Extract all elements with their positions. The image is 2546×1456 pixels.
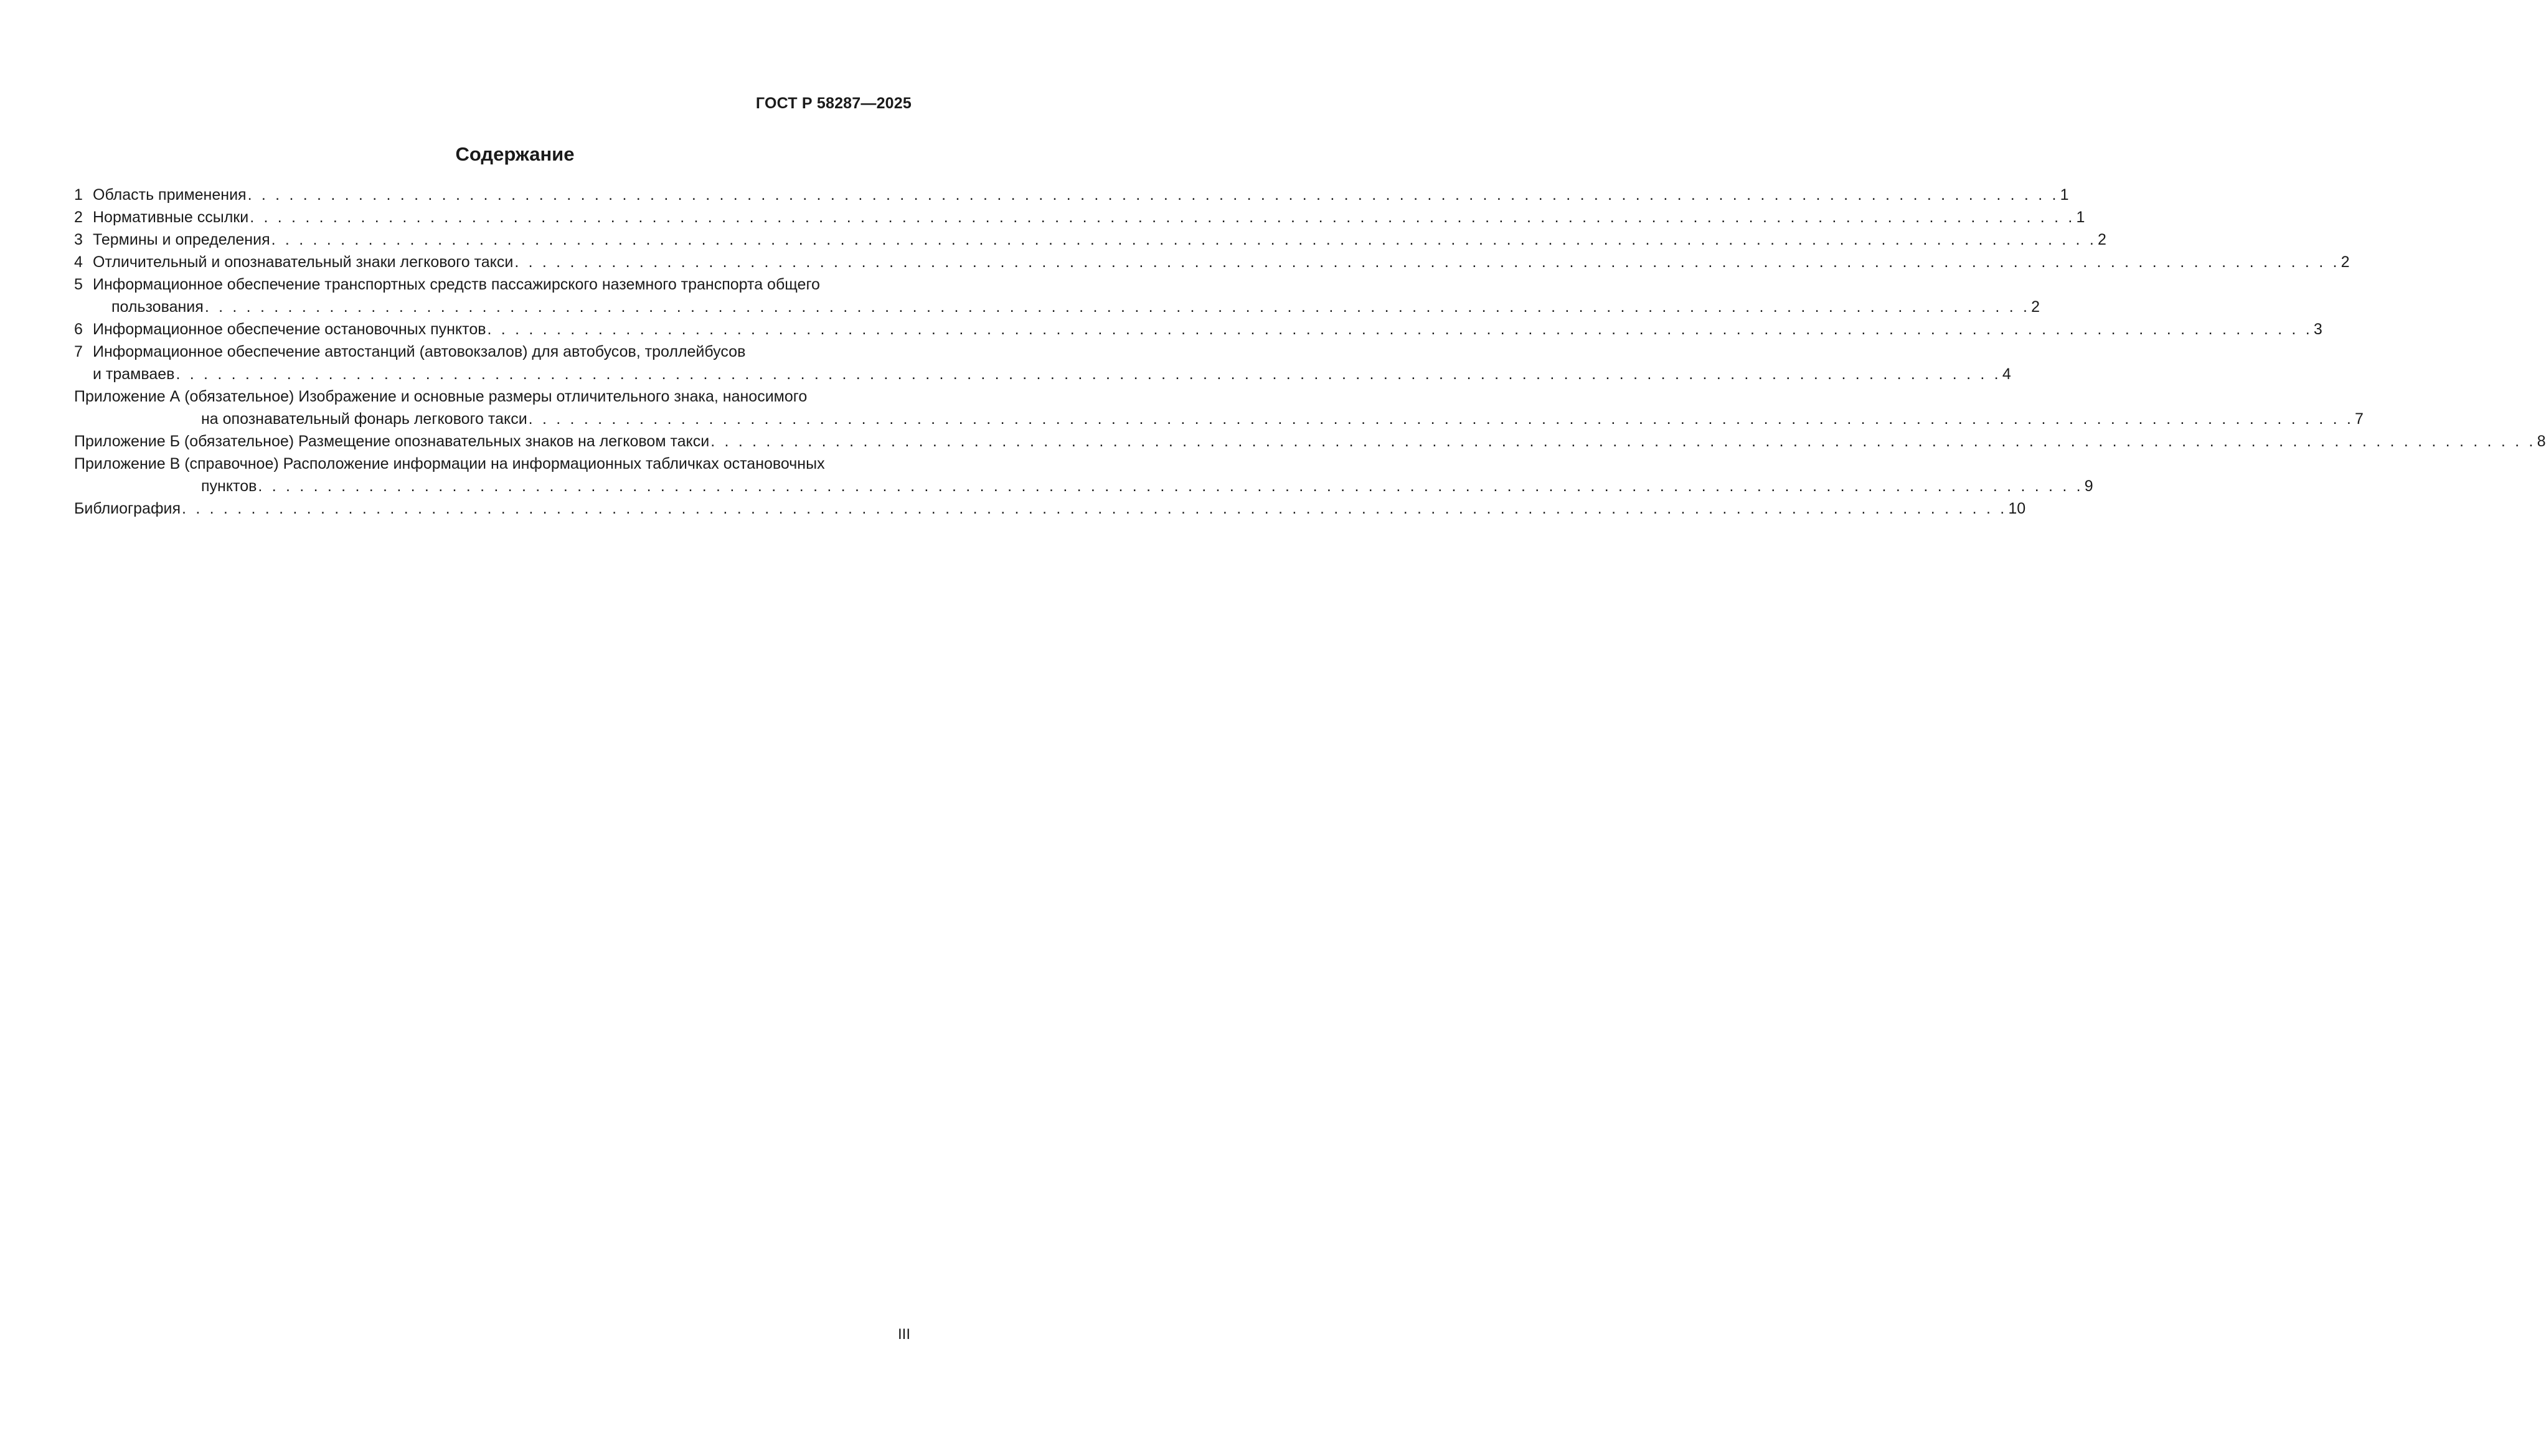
dot-leader: . . . . . . . . . . . . . . . . . . . . . . . . . . . . . . . . . . . . . . . . . . . . . . . . . . . . . . . . . . . . . . . . . . . . . . . . . . . . . . . . . . . . . . . . . . . . . . . . . . . . . . . . . . . . . . . . . . . . . . . . . . . . . . . . . . . . <box>514 253 2340 271</box>
toc-entry-page: 9 <box>2083 475 2093 497</box>
page-number: III <box>897 1326 910 1343</box>
toc-entry-label-continued: на опознавательный фонарь легкового такси <box>201 408 529 430</box>
toc-entry-label: Нормативные ссылки <box>93 209 249 226</box>
toc-entry-page: 2 <box>2340 251 2350 273</box>
toc-entry-appendix-v[interactable] <box>74 453 2093 497</box>
dot-leader: . . . . . . . . . . . . . . . . . . . . . . . . . . . . . . . . . . . . . . . . . . . . . . . . . . . . . . . . . . . . . . . . . . . . . . . . . . . . . . . . . . . . . . . . . . . . . . . . . . . . . . . . . . . . . . . . . . . . . . . . . . . . . . . . . . . . <box>176 365 2001 383</box>
toc-title: Содержание <box>455 143 575 165</box>
toc-entry-label-continued: пользования <box>111 296 205 318</box>
toc-entry-4[interactable] <box>74 251 2350 273</box>
toc-entry-label: Библиография <box>74 497 182 520</box>
toc-entry-appendix-b[interactable] <box>74 430 2546 453</box>
toc-entry-number: 2 <box>74 209 83 226</box>
toc-entry-page: 2 <box>2096 228 2106 251</box>
toc-entry-number: 3 <box>74 231 83 248</box>
toc-entry-label: Информационное обеспечение транспортных средств пассажирского наземного транспорта общего <box>93 276 820 293</box>
toc-entry-appendix-a[interactable] <box>74 385 2364 430</box>
toc-entry-1[interactable] <box>74 184 2069 206</box>
toc-entry-label: Приложение В (справочное) Расположение информации на информационных табличках остановочных <box>74 455 825 472</box>
dot-leader: . . . . . . . . . . . . . . . . . . . . . . . . . . . . . . . . . . . . . . . . . . . . . . . . . . . . . . . . . . . . . . . . . . . . . . . . . . . . . . . . . . . . . . . . . . . . . . . . . . . . . . . . . . . . . . . . . . . . . . . . . . . . . . . . . . . . <box>258 477 2083 495</box>
toc-entry-label: Приложение Б (обязательное) Размещение опознавательных знаков на легковом такси <box>74 430 710 453</box>
toc-entry-bibliography[interactable] <box>74 497 2026 520</box>
toc-entry-page: 1 <box>2059 184 2069 206</box>
toc-entry-number: 6 <box>74 321 83 338</box>
dot-leader: . . . . . . . . . . . . . . . . . . . . . . . . . . . . . . . . . . . . . . . . . . . . . . . . . . . . . . . . . . . . . . . . . . . . . . . . . . . . . . . . . . . . . . . . . . . . . . . . . . . . . . . . . . . . . . . . . . . . . . . . . . . . . . . . . . . <box>247 186 2059 204</box>
dot-leader: . . . . . . . . . . . . . . . . . . . . . . . . . . . . . . . . . . . . . . . . . . . . . . . . . . . . . . . . . . . . . . . . . . . . . . . . . . . . . . . . . . . . . . . . . . . . . . . . . . . . . . . . . . . . . . . . . . . . . . . . . . . . . . . . . . . . <box>528 410 2354 428</box>
dot-leader: . . . . . . . . . . . . . . . . . . . . . . . . . . . . . . . . . . . . . . . . . . . . . . . . . . . . . . . . . . . . . . . . . . . . . . . . . . . . . . . . . . . . . . . . . . . . . . . . . . . . . . . . . . . . . . . . . . . . . . . . . . . . . . . . . . . . <box>204 298 2030 316</box>
toc-entry-5[interactable] <box>74 273 2040 318</box>
toc-entry-label: Отличительный и опознавательный знаки легкового такси <box>93 253 514 271</box>
toc-entry-page: 8 <box>2536 430 2546 453</box>
dot-leader: . . . . . . . . . . . . . . . . . . . . . . . . . . . . . . . . . . . . . . . . . . . . . . . . . . . . . . . . . . . . . . . . . . . . . . . . . . . . . . . . . . . . . . . . . . . . . . . . . . . . . . . . . . . . . . . . . . . . . . . . . . . . . . . . . . . . <box>487 321 2313 338</box>
table-of-contents <box>74 184 2546 520</box>
toc-entry-number: 7 <box>74 343 83 360</box>
toc-entry-number: 5 <box>74 276 83 293</box>
toc-entry-page: 1 <box>2075 206 2085 228</box>
toc-entry-page: 3 <box>2313 318 2322 341</box>
toc-entry-label-continued: пунктов <box>201 475 258 497</box>
toc-entry-2[interactable] <box>74 206 2085 228</box>
toc-entry-label-continued: и трамваев <box>93 363 176 385</box>
toc-entry-label: Область применения <box>93 186 247 204</box>
toc-entry-label: Приложение А (обязательное) Изображение и основные размеры отличительного знака, наносимого <box>74 388 808 405</box>
dot-leader: . . . . . . . . . . . . . . . . . . . . . . . . . . . . . . . . . . . . . . . . . . . . . . . . . . . . . . . . . . . . . . . . . . . . . . . . . . . . . . . . . . . . . . . . . . . . . . . . . . . . . . . . . . . . . . . . . . . . . . . . . . . . . . . . . . . . <box>710 433 2536 450</box>
toc-entry-label: Информационное обеспечение автостанций (автовокзалов) для автобусов, троллейбусов <box>93 343 746 360</box>
toc-entry-page: 4 <box>2001 363 2011 385</box>
toc-entry-6[interactable] <box>74 318 2322 341</box>
dot-leader: . . . . . . . . . . . . . . . . . . . . . . . . . . . . . . . . . . . . . . . . . . . . . . . . . . . . . . . . . . . . . . . . . . . . . . . . . . . . . . . . . . . . . . . . . . . . . . . . . . . . . . . . . . . . . . . . . . . . . . . . . . . . . . . . . . . . <box>182 500 2007 517</box>
toc-entry-number: 1 <box>74 186 83 204</box>
dot-leader: . . . . . . . . . . . . . . . . . . . . . . . . . . . . . . . . . . . . . . . . . . . . . . . . . . . . . . . . . . . . . . . . . . . . . . . . . . . . . . . . . . . . . . . . . . . . . . . . . . . . . . . . . . . . . . . . . . . . . . . . . . . . . . . . . . . . <box>250 209 2075 226</box>
toc-entry-label: Информационное обеспечение остановочных пунктов <box>93 321 486 338</box>
toc-entry-label: Термины и определения <box>93 231 270 248</box>
toc-entry-page: 7 <box>2354 408 2364 430</box>
toc-entry-number: 4 <box>74 253 83 271</box>
toc-entry-3[interactable] <box>74 228 2106 251</box>
toc-entry-page: 2 <box>2030 296 2040 318</box>
dot-leader: . . . . . . . . . . . . . . . . . . . . . . . . . . . . . . . . . . . . . . . . . . . . . . . . . . . . . . . . . . . . . . . . . . . . . . . . . . . . . . . . . . . . . . . . . . . . . . . . . . . . . . . . . . . . . . . . . . . . . . . . . . . . . . . . . . . . <box>271 231 2096 248</box>
document-code: ГОСТ Р 58287—2025 <box>755 95 912 112</box>
toc-entry-7[interactable] <box>74 341 2011 385</box>
toc-entry-page: 10 <box>2007 497 2025 520</box>
